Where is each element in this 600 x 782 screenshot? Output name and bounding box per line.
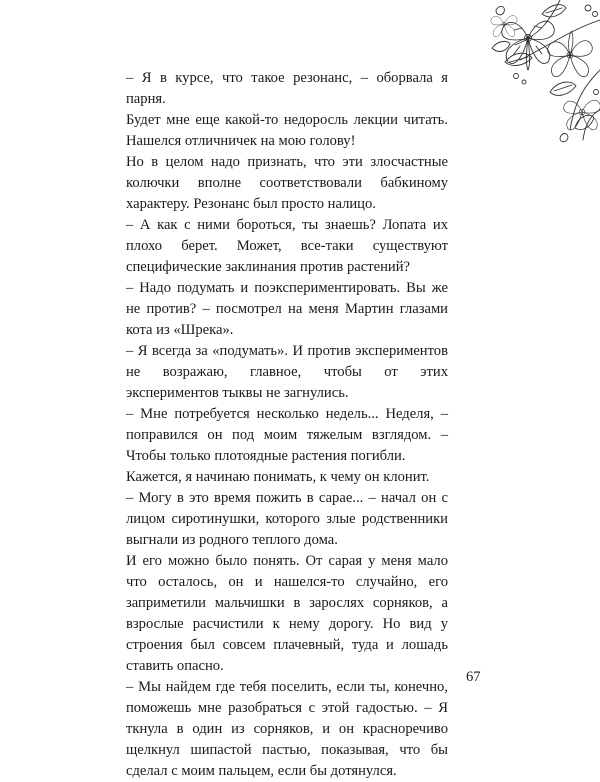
paragraph: И его можно было понять. От сарая у меня мало что осталось, он и нашелся-то случайно, его заприметили мальчишки в зарослях сорняков, а взрослые расчистили к нему дорогу. Но вид у строения был совсем плачевный, туда и лошадь ставить опасно. bbox=[126, 553, 448, 674]
paragraph: – Я в курсе, что такое резонанс, – оборвала я парня. bbox=[126, 70, 448, 107]
page-number: 67 bbox=[466, 669, 481, 685]
paragraph: Будет мне еще какой-то недоросль лекции читать. Нашелся отличничек на мою голову! bbox=[126, 112, 448, 149]
paragraph: Но в целом надо признать, что эти злосчастные колючки вполне соответствовали бабкиному характеру. Резонанс был просто налицо. bbox=[126, 154, 448, 212]
paragraph: – А как с ними бороться, ты знаешь? Лопата их плохо берет. Может, все-таки существуют специфические заклинания против растений? bbox=[126, 217, 448, 275]
paragraph: – Я всегда за «подумать». И против экспериментов не возражаю, главное, чтобы от этих экспериментов тыквы не загнулись. bbox=[126, 343, 448, 401]
paragraph: – Надо подумать и поэкспериментировать. Вы же не против? – посмотрел на меня Мартин глазами кота из «Шрека». bbox=[126, 280, 448, 338]
body-text bbox=[126, 68, 448, 782]
paragraph: – Мне потребуется несколько недель... Неделя, – поправился он под моим тяжелым взглядом. – Чтобы только плотоядные растения погибли. bbox=[126, 406, 448, 464]
paragraph: – Мы найдем где тебя поселить, если ты, конечно, поможешь мне разобраться с этой гадостью. – Я ткнула в один из сорняков, и он красноречиво щелкнул шипастой пастью, показывая, что бы сделал с моим пальцем, если бы дотянулся. bbox=[126, 679, 448, 779]
paragraph: – Могу в это время пожить в сарае... – начал он с лицом сиротинушки, которого злые родственники выгнали из родного теплого дома. bbox=[126, 490, 448, 548]
paragraph: Кажется, я начинаю понимать, к чему он клонит. bbox=[126, 469, 430, 485]
